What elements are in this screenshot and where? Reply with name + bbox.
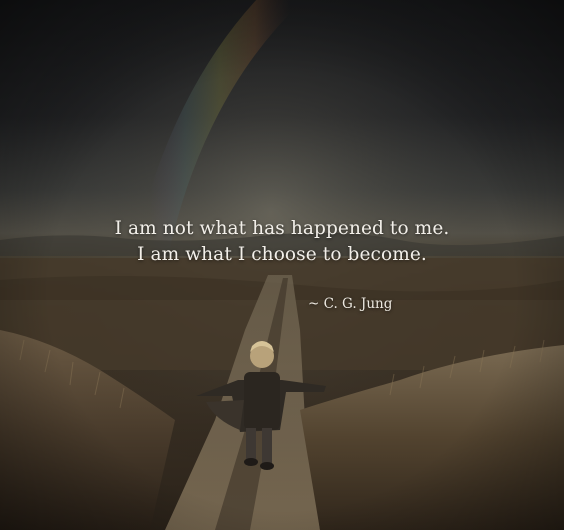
quote-attribution: ~ C. G. Jung — [308, 296, 393, 312]
quote-text — [0, 216, 564, 268]
quote-line-1: I am not what has happened to me. — [114, 218, 450, 239]
quote-line-2: I am what I choose to become. — [137, 244, 427, 265]
